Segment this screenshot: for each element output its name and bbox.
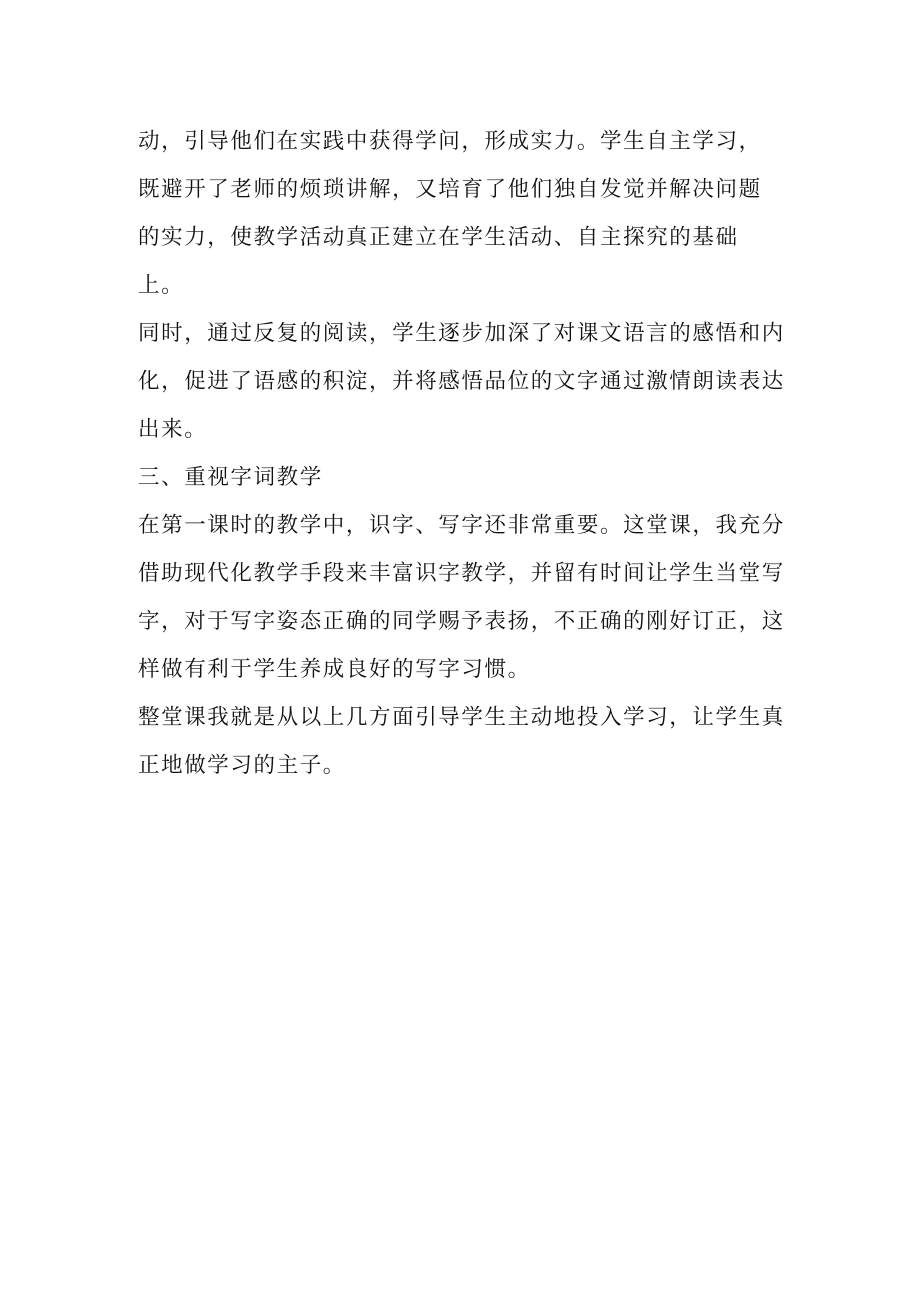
text-line: 在第一课时的教学中，识字、写字还非常重要。这堂课，我充分	[138, 513, 785, 538]
text-line: 的实力，使教学活动真正建立在学生活动、自主探究的基础	[138, 225, 739, 250]
text-line: 同时，通过反复的阅读，学生逐步加深了对课文语言的感悟和内	[138, 321, 785, 346]
text-line: 正地做学习的主子。	[138, 753, 346, 778]
text-line: 出来。	[138, 417, 208, 442]
text-line: 样做有利于学生养成良好的写字习惯。	[138, 657, 531, 682]
section-heading: 三、重视字词教学	[138, 465, 323, 490]
text-line: 动，引导他们在实践中获得学问，形成实力。学生自主学习，	[138, 129, 762, 154]
text-line: 化，促进了语感的积淀，并将感悟品位的文字通过激情朗读表达	[138, 369, 785, 394]
document-body	[138, 118, 788, 790]
text-line: 字，对于写字姿态正确的同学赐予表扬，不正确的刚好订正，这	[138, 609, 785, 634]
text-line: 既避开了老师的烦琐讲解，又培育了他们独自发觉并解决问题	[138, 177, 762, 202]
text-line: 整堂课我就是从以上几方面引导学生主动地投入学习，让学生真	[138, 705, 785, 730]
text-line: 上。	[138, 273, 185, 298]
text-line: 借助现代化教学手段来丰富识字教学，并留有时间让学生当堂写	[138, 561, 785, 586]
